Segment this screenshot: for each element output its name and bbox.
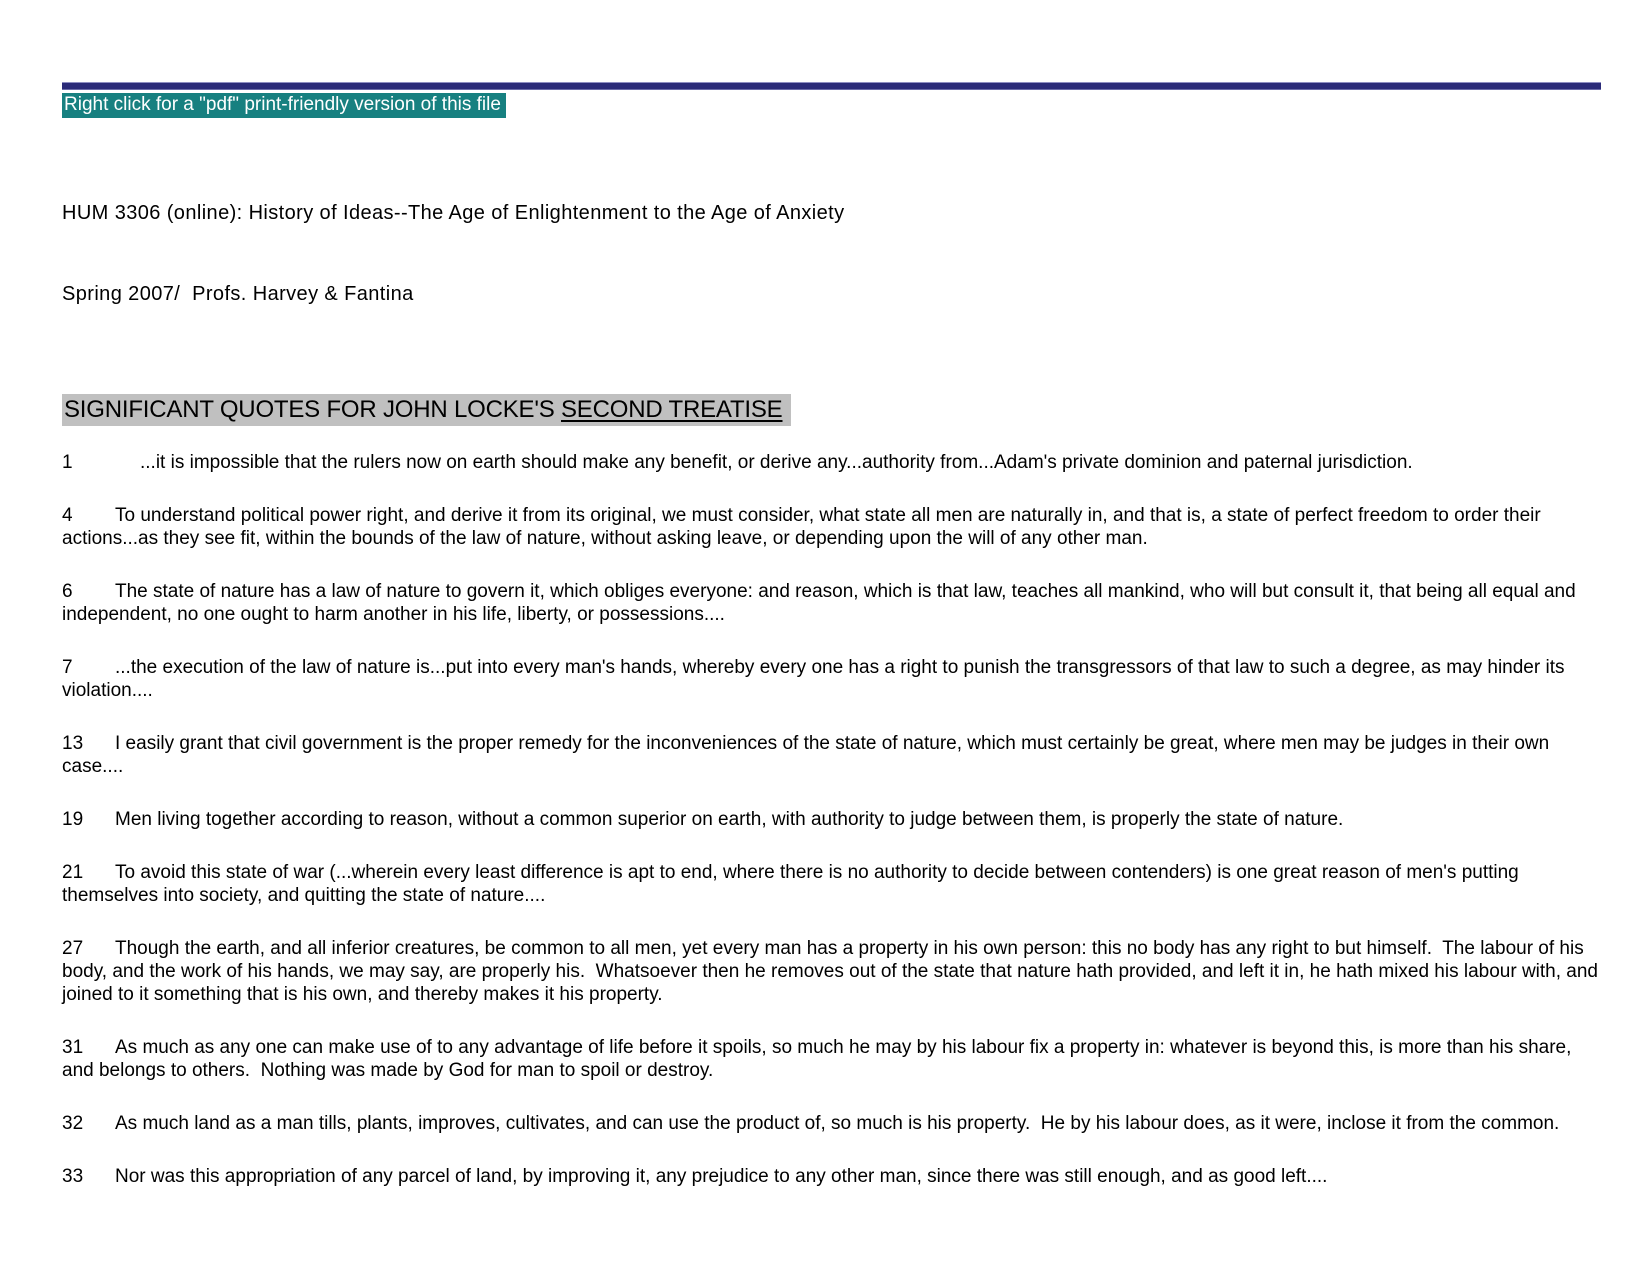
quote-number: 6 <box>62 581 73 602</box>
course-header <box>62 146 1601 362</box>
quote-paragraph <box>62 808 1601 831</box>
quote-paragraph <box>62 1036 1601 1082</box>
quote-paragraph <box>62 504 1601 550</box>
quote-paragraph <box>62 580 1601 626</box>
quote-text: As much as any one can make use of to any advantage of life before it spoils, so much he may by his labour fix a property in: whatever is beyond this, is more than his share, and belongs to others. Nothing was made by God for man to spoil or destroy. <box>62 1037 1577 1081</box>
section-heading-underlined-title: SECOND TREATISE <box>561 396 783 423</box>
quote-paragraph <box>62 656 1601 702</box>
quote-paragraph <box>62 732 1601 778</box>
section-heading <box>62 396 1601 424</box>
quote-text: Nor was this appropriation of any parcel of land, by improving it, any prejudice to any other man, since there was still enough, and as good left.... <box>115 1166 1328 1187</box>
quote-paragraph <box>62 861 1601 907</box>
quote-text: To understand political power right, and derive it from its original, we must consider, what state all men are naturally in, and that is, a state of perfect freedom to order their actions...as they see fit, within the bounds of the law of nature, without asking leave, or depending upon the will of any other man. <box>62 505 1546 549</box>
quote-paragraph <box>62 1165 1601 1188</box>
quotes-list <box>62 451 1604 1188</box>
quote-number: 7 <box>62 657 73 678</box>
quote-text: The state of nature has a law of nature to govern it, which obliges everyone: and reason, which is that law, teaches all mankind, who will but consult it, that being all equal and independent, no one ought to harm another in his life, liberty, or possessions.... <box>62 581 1581 625</box>
quote-number: 31 <box>62 1037 84 1058</box>
quote-text: As much land as a man tills, plants, improves, cultivates, and can use the product of, so much is his property. He by his labour does, as it were, inclose it from the common. <box>115 1113 1560 1134</box>
quote-number: 33 <box>62 1166 84 1187</box>
quote-text: To avoid this state of war (...wherein every least difference is apt to end, where there is no authority to decide between contenders) is one great reason of men's putting themselves into society, and quitting the state of nature.... <box>62 862 1525 906</box>
quote-number: 27 <box>62 938 84 959</box>
quote-number: 4 <box>62 505 73 526</box>
quote-number: 21 <box>62 862 84 883</box>
quote-text: ...it is impossible that the rulers now on earth should make any benefit, or derive any...authority from...Adam's private dominion and paternal jurisdiction. <box>140 452 1413 473</box>
section-heading-text: SIGNIFICANT QUOTES FOR JOHN LOCKE'S <box>64 396 561 423</box>
top-divider-rule <box>62 82 1601 90</box>
quote-paragraph <box>62 1112 1601 1135</box>
section-heading-highlight <box>62 394 791 426</box>
quote-text: ...the execution of the law of nature is...put into every man's hands, whereby every one has a right to punish the transgressors of that law to such a degree, as may hinder its violation.... <box>62 657 1570 701</box>
quote-text: Though the earth, and all inferior creatures, be common to all men, yet every man has a property in his own person: this no body has any right to but himself. The labour of his body, and the work of his hands, we may say, are properly his. Whatsoever then he removes out of the state that nature hath provided, and left it in, he hath mixed his labour with, and joined to it something that is his own, and thereby makes it his property. <box>62 938 1604 1005</box>
quote-paragraph <box>62 451 1601 474</box>
quote-number: 1 <box>62 452 73 473</box>
course-title-line: HUM 3306 (online): History of Ideas--The Age of Enlightenment to the Age of Anxiety <box>62 202 845 224</box>
document-content <box>62 82 1604 1218</box>
pdf-version-link[interactable]: Right click for a "pdf" print-friendly version of this file <box>62 93 506 118</box>
quote-text: Men living together according to reason, without a common superior on earth, with authority to judge between them, is properly the state of nature. <box>115 809 1344 830</box>
quote-number: 13 <box>62 733 84 754</box>
quote-text: I easily grant that civil government is the proper remedy for the inconveniences of the state of nature, which must certainly be great, where men may be judges in their own case.... <box>62 733 1555 777</box>
quote-number: 19 <box>62 809 84 830</box>
course-term-line: Spring 2007/ Profs. Harvey & Fantina <box>62 283 414 305</box>
quote-number: 32 <box>62 1113 84 1134</box>
quote-paragraph <box>62 937 1604 1006</box>
